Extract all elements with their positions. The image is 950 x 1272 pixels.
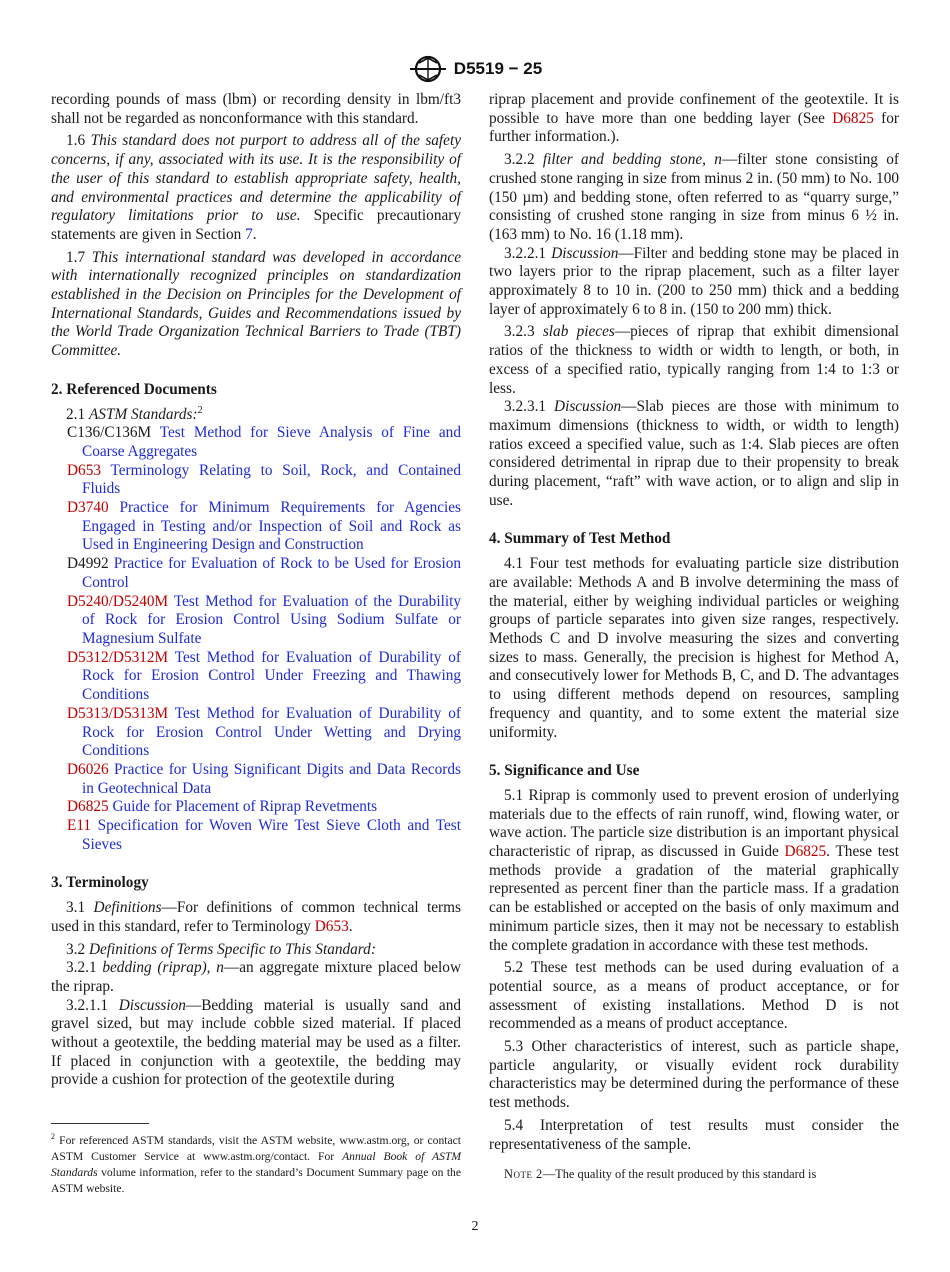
- reference-title-link[interactable]: Practice for Evaluation of Rock to be Used for Erosion Control: [82, 555, 461, 591]
- reference-title-link[interactable]: Specification for Woven Wire Test Sieve Cloth and Test Sieves: [82, 817, 462, 853]
- reference-id-link[interactable]: D5240/D5240M: [67, 592, 169, 610]
- reference-id-link[interactable]: D653: [67, 461, 101, 479]
- reference-id-link[interactable]: D5312/D5312M: [67, 648, 169, 666]
- page-number: 2: [471, 1219, 479, 1234]
- page-header: [0, 54, 950, 84]
- reference-id-link[interactable]: D3740: [67, 499, 109, 517]
- right-column: [489, 91, 899, 1182]
- reference-title-link[interactable]: Test Method for Sieve Analysis of Fine and Coarse Aggregates: [82, 424, 461, 460]
- paragraph-3-2-1: 3.2.1 bedding (riprap), n—an aggregate mixture placed below the riprap.: [51, 959, 462, 995]
- reference-title-link[interactable]: Test Method for Evaluation of Durability of Rock for Erosion Control Under Wetting and Drying Conditions: [82, 704, 461, 760]
- paragraph-4-1: 4.1 Four test methods for evaluating particle size distribution are available: Methods A and B involve determining the mass of the material, either by weighing individual particles or weighing groups of particle separates into given size ranges, respectively. Methods C and D involve measuring the sizes and converting sizes to mass. Generally, the precision is highest for Method A, and consecutively lower for Methods B, C, and D. The advantages to using different methods depend on resources, sampling frequency and quantity, and to some extent the material size uniformity.: [489, 555, 899, 741]
- d6825-link[interactable]: D6825: [784, 843, 827, 861]
- reference-item: [51, 817, 461, 854]
- paragraph-continuation: recording pounds of mass (lbm) or recording density in lbm/ft3 shall not be regarded as nonconformance with this standard.: [51, 91, 461, 127]
- reference-id-link[interactable]: D5313/D5313M: [67, 704, 169, 722]
- footnote-divider: [51, 1123, 149, 1124]
- reference-title-link[interactable]: Guide for Placement of Riprap Revetments: [112, 798, 378, 816]
- reference-id-link[interactable]: D6825: [67, 798, 109, 816]
- paragraph-3-2: 3.2 Definitions of Terms Specific to This Standard:: [66, 940, 376, 958]
- reference-item: [51, 761, 461, 798]
- paragraph-2-1: 2.1 ASTM Standards:$^2$: [66, 404, 203, 423]
- reference-item: [51, 798, 461, 817]
- left-column: [51, 91, 461, 1090]
- paragraph-3-2-2: 3.2.2 filter and bedding stone, n—filter stone consisting of crushed stone ranging in size from minus 2 in. (50 mm) to No. 100 (150 µm) and bedding stone, often referred to as “quarry surge,” consisting of crushed stone ranging in size from minus 6 ½ in. (163 mm) to No. 16 (1.18 mm).: [489, 151, 899, 243]
- section-7-link[interactable]: 7: [245, 225, 253, 243]
- paragraph-3-2-3-1: 3.2.3.1 Discussion—Slab pieces are those with minimum to maximum dimensions (thickness to width, or width to length) ratios exceed a specified value, such as 1:4. Slab pieces are often considered detrimental in riprap due to their propensity to break during placement, “raft” with wave action, or to align and slip in use.: [489, 398, 899, 509]
- section-2-heading: 2. Referenced Documents: [51, 380, 217, 398]
- note-2: Note 2—The quality of the result produced by this standard is: [504, 1167, 817, 1182]
- paragraph-5-3: 5.3 Other characteristics of interest, such as particle shape, particle angularity, or visually evident rock durability characteristics may be determined during the performance of these test methods.: [489, 1038, 900, 1112]
- paragraph-5-4: 5.4 Interpretation of test results must consider the representativeness of the sample.: [489, 1116, 899, 1153]
- astm-logo-icon: [408, 54, 448, 84]
- reference-item: [51, 555, 461, 592]
- section-4-heading: 4. Summary of Test Method: [489, 530, 671, 548]
- paragraph-5-1: 5.1 Riprap is commonly used to prevent erosion of underlying materials due to the effects of rain runoff, wind, flowing water, or wave action. The particle size distribution is an important physical characteristic of riprap, as discussed in Guide D6825. These test methods provide a gradation of the material graphically represented as percent finer than the particle mass. If a gradation can be established or accepted on the basis of only maximum and minimum particle sizes, then it may not be necessary to establish the complete gradation in accordance with these test methods.: [489, 786, 899, 954]
- paragraph-3-2-2-1: 3.2.2.1 Discussion—Filter and bedding stone may be placed in two layers prior to the riprap placement, such as a filter layer approximately 8 to 10 in. (200 to 250 mm) thick and a bedding layer of approximately 6 to 8 in. (150 to 200 mm) thick.: [489, 244, 899, 318]
- d653-link[interactable]: D653: [314, 917, 349, 935]
- reference-list: [51, 424, 461, 854]
- reference-title-link[interactable]: Test Method for Evaluation of Durability of Rock for Erosion Control Under Freezing and Thawing Conditions: [82, 648, 461, 704]
- reference-item: [51, 424, 461, 461]
- reference-id: C136/C136M: [67, 424, 152, 442]
- reference-item: [51, 649, 461, 705]
- reference-title-link[interactable]: Practice for Using Significant Digits and Data Records in Geotechnical Data: [82, 760, 461, 797]
- reference-item: [51, 593, 461, 649]
- reference-id: D4992: [67, 555, 109, 573]
- reference-title-link[interactable]: Test Method for Evaluation of the Durability of Rock for Erosion Control Using Sodium Sulfate or Magnesium Sulfate: [82, 592, 461, 647]
- reference-title-link[interactable]: Practice for Minimum Requirements for Agencies Engaged in Testing and/or Inspection of Soil and Rock as Used in Engineering Design and Construction: [82, 499, 462, 554]
- reference-title-link[interactable]: Terminology Relating to Soil, Rock, and Contained Fluids: [82, 461, 461, 498]
- paragraph-5-2: 5.2 These test methods can be used during evaluation of a potential source, as a means of product acceptance, or for assessment of existing installations. Method D is not recommended as a means of product acceptance.: [489, 959, 899, 1033]
- paragraph-1-6: 1.6 This standard does not purport to address all of the safety concerns, if any, associated with its use. It is the responsibility of the user of this standard to establish appropriate safety, health, and environmental practices and determine the applicability of regulatory limitations prior to use. Specific precautionary statements are given in Section 7.: [51, 132, 462, 243]
- paragraph-continuation: riprap placement and provide confinement of the geotextile. It is possible to have more than one bedding layer (See D6825 for further information.).: [489, 91, 900, 146]
- reference-item: [51, 705, 461, 761]
- reference-id-link[interactable]: D6026: [67, 760, 109, 778]
- designation: D5519 − 25: [453, 59, 543, 78]
- reference-item: [51, 499, 461, 555]
- reference-item: [51, 462, 461, 499]
- paragraph-3-1: 3.1 Definitions—For definitions of common technical terms used in this standard, refer to Terminology D653.: [51, 899, 461, 935]
- paragraph-3-2-1-1: 3.2.1.1 Discussion—Bedding material is usually sand and gravel sized, but may include cobble sized material. If placed without a geotextile, the bedding material may be used as a filter. If placed in conjunction with a geotextile, the bedding may provide a cushion for protection of the geotextile during: [51, 996, 461, 1089]
- paragraph-1-7: 1.7 This international standard was developed in accordance with internationally recognized principles on standardization established in the Decision on Principles for the Development of International Standards, Guides and Recommendations issued by the World Trade Organization Technical Barriers to Trade (TBT) Committee.: [51, 248, 461, 360]
- footnote: $^2$ For referenced ASTM standards, visit the ASTM website, www.astm.org, or contact ASTM Customer Service at www.astm.org/contact. For Annual Book of ASTM Standards volume information, refer to the standard’s Document Summary page on the ASTM website.: [51, 1132, 461, 1195]
- section-5-heading: 5. Significance and Use: [489, 762, 640, 780]
- paragraph-3-2-3: 3.2.3 slab pieces—pieces of riprap that exhibit dimensional ratios of the thickness to width or width to length, or both, in excess of a specified ratio, typically ranging from 1:4 to 1:3 or less.: [489, 323, 900, 397]
- d6825-link[interactable]: D6825: [832, 109, 874, 127]
- reference-id-link[interactable]: E11: [67, 817, 92, 835]
- section-3-heading: 3. Terminology: [51, 874, 149, 892]
